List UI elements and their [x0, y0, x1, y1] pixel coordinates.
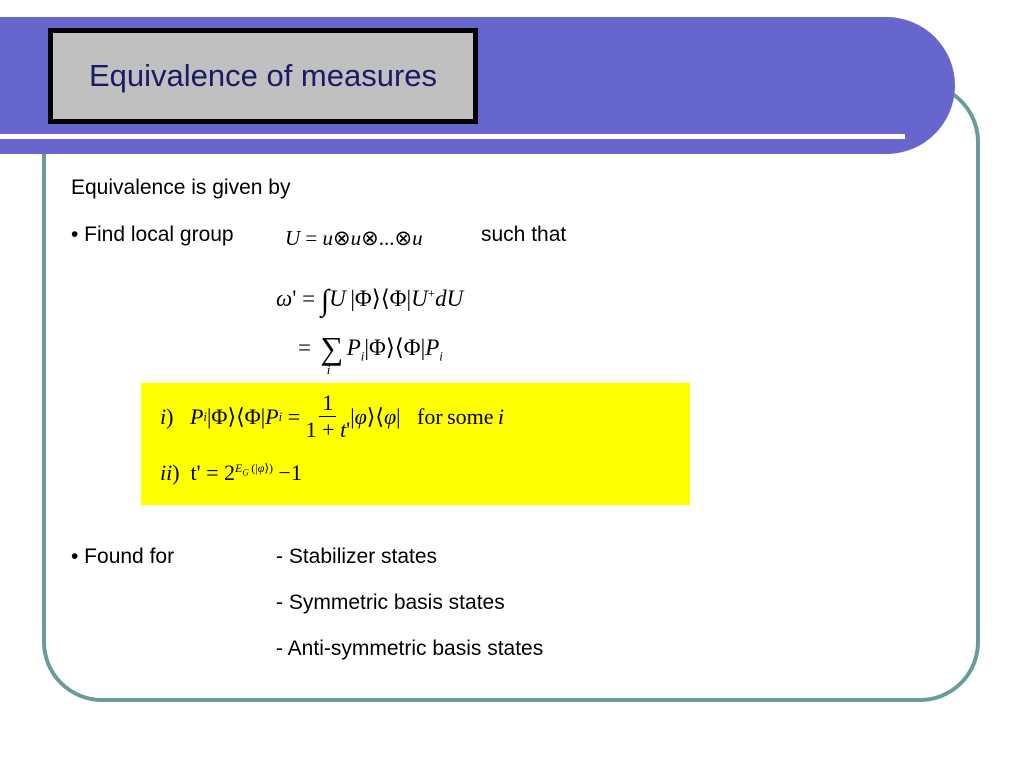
title-box: [48, 28, 478, 124]
found-item-stabilizer: - Stabilizer states: [276, 545, 438, 568]
bullet-found-for: • Found for: [71, 545, 175, 568]
found-item-symmetric: - Symmetric basis states: [276, 591, 505, 614]
title-divider: [0, 134, 905, 139]
equation-local-group: U = u⊗u⊗...⊗u: [285, 226, 423, 250]
fraction: $\frac{1}{1 + t'}$: [305, 390, 351, 442]
found-item-antisymmetric: - Anti-symmetric basis states: [276, 637, 544, 660]
bullet-such-that: such that: [481, 223, 567, 246]
equation-condition-i: i ) P i |Φ⟩⟨Φ| P i = $\frac{1}{1 + t'}$ | φ ⟩⟨ φ | for some i: [160, 390, 505, 442]
equation-omega-line2: = ∑ i $P_i|\Phi⟩⟨\Phi|P_i$: [298, 330, 443, 377]
intro-text: Equivalence is given by: [71, 176, 291, 199]
slide-title: Equivalence of measures: [88, 58, 438, 93]
bullet-find-local-group: • Find local group: [71, 223, 234, 246]
equation-omega-line1: ω' = ∫U |Φ⟩⟨Φ|U+dU: [276, 284, 464, 317]
equation-condition-ii: ii) $t' = 2^{E_G (|\varphi⟩)} -1$: [160, 460, 302, 485]
